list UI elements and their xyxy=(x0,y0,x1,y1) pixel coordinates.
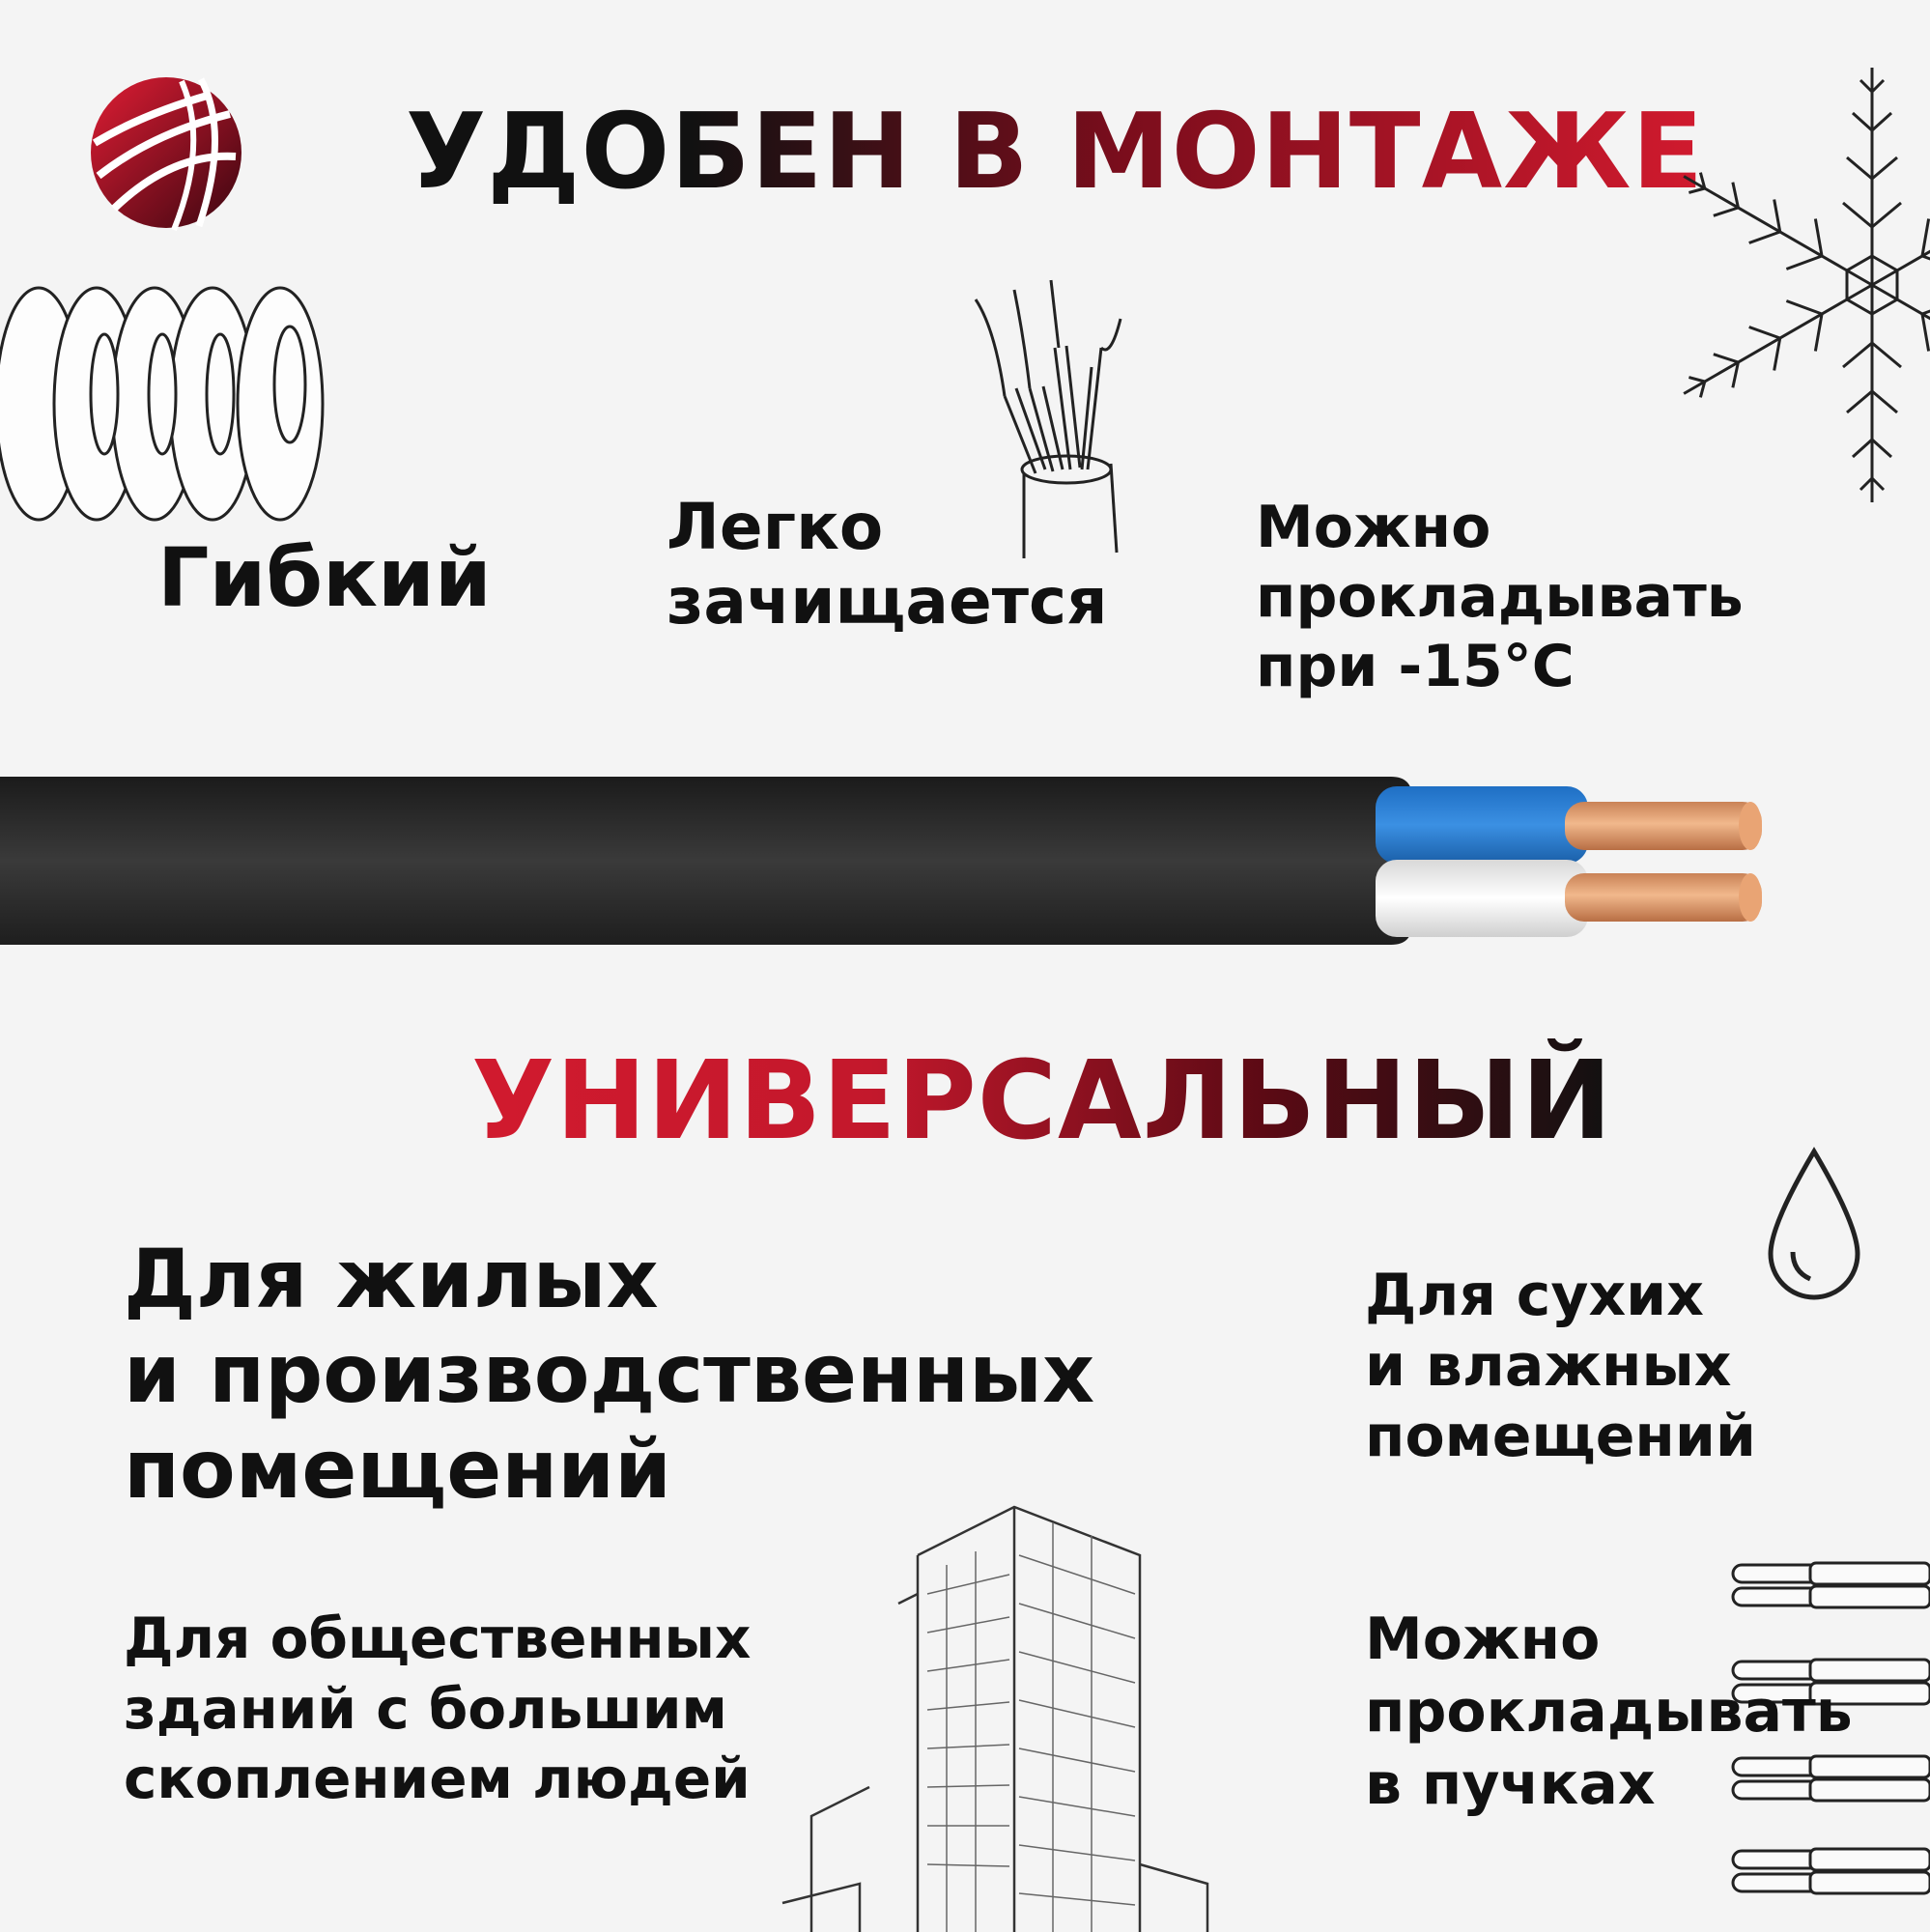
feature-line: и производственных xyxy=(124,1326,1095,1422)
feature-public-buildings xyxy=(124,1604,751,1814)
feature-line: помещений xyxy=(1365,1403,1756,1471)
building-sketch xyxy=(753,1497,1256,1932)
feature-line: Можно xyxy=(1256,494,1491,561)
feature-line: зачищается xyxy=(667,563,1108,639)
snowflake-icon xyxy=(1650,58,1930,512)
feature-line: Можно xyxy=(1365,1605,1601,1673)
feature-line: скоплением людей xyxy=(124,1746,751,1811)
cable-illustration xyxy=(0,769,1777,952)
feature-dry-wet xyxy=(1365,1261,1756,1473)
feature-line: Для сухих xyxy=(1365,1262,1704,1329)
brand-logo xyxy=(85,75,247,230)
feature-easy-strip xyxy=(667,491,1107,639)
feature-line: зданий с большим xyxy=(124,1675,727,1742)
feature-line: помещений xyxy=(124,1421,671,1517)
section-title-universal: УНИВЕРСАЛЬНЫЙ xyxy=(471,1038,1613,1164)
feature-line: Легко xyxy=(667,490,884,564)
feature-line: и влажных xyxy=(1365,1332,1732,1401)
feature-flexible xyxy=(157,529,492,627)
feature-line: Для общественных xyxy=(124,1605,752,1671)
feature-line: прокладывать xyxy=(1365,1678,1853,1746)
feature-cold-install xyxy=(1256,493,1744,701)
section-title-install: УДОБЕН В МОНТАЖЕ xyxy=(406,92,1705,213)
spring-coil-icon xyxy=(0,269,348,539)
feature-line: Гибкий xyxy=(157,530,492,625)
feature-line: в пучках xyxy=(1365,1750,1656,1818)
feature-line: прокладывать xyxy=(1256,563,1744,631)
feature-line: при -15°С xyxy=(1256,633,1575,700)
feature-residential-industrial xyxy=(124,1232,1094,1517)
feature-line: Для жилых xyxy=(124,1232,659,1326)
water-drop-icon xyxy=(1766,1148,1862,1302)
feature-bundle-install xyxy=(1365,1604,1853,1821)
